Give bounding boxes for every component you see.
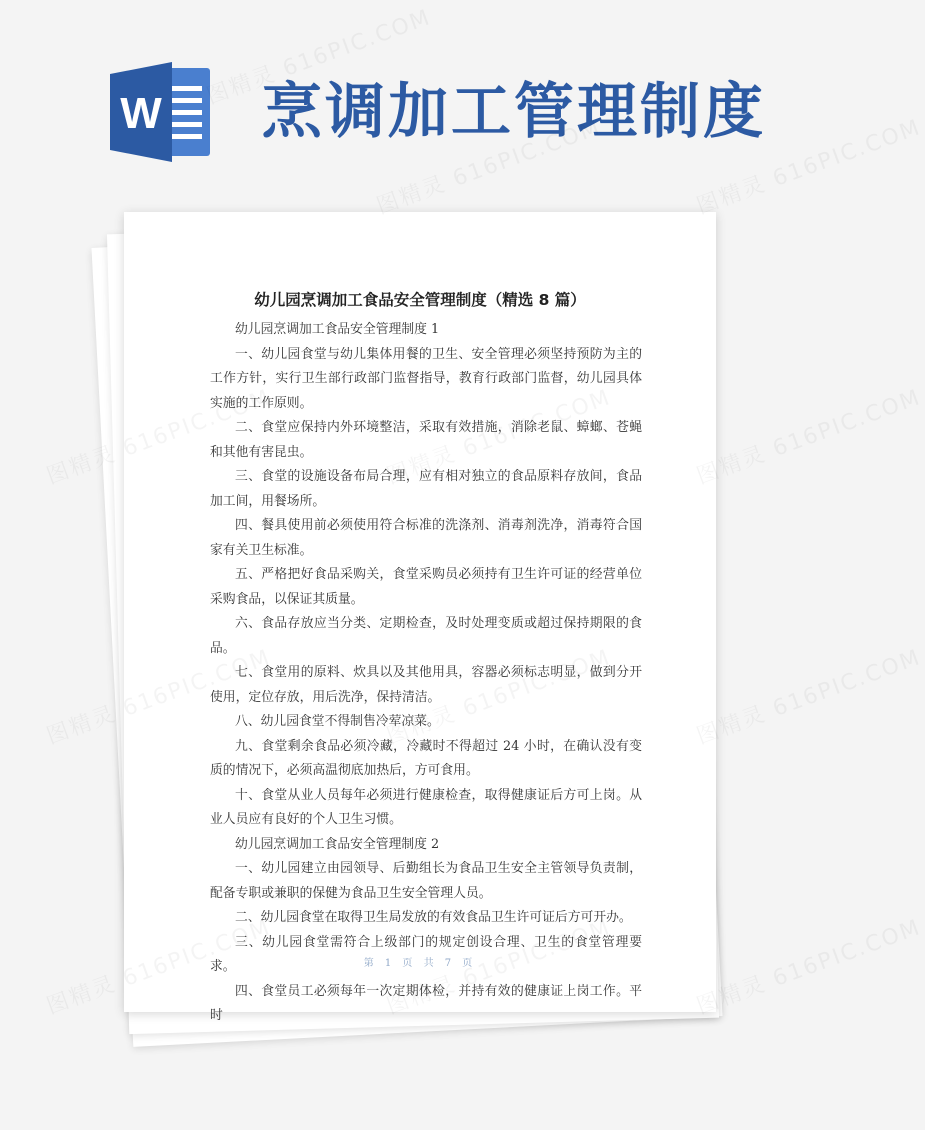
paragraph: 一、幼儿园食堂与幼儿集体用餐的卫生、安全管理必须坚持预防为主的工作方针，实行卫生部行政部门监督指导，教育行政部门监督，幼儿园具体实施的工作原则。	[210, 346, 642, 411]
watermark-text	[692, 640, 925, 750]
document-body	[210, 318, 642, 1029]
paragraph: 三、食堂的设施设备布局合理，应有相对独立的食品原料存放间，食品加工间，用餐场所。	[210, 469, 642, 509]
paragraph: 十、食堂从业人员每年必须进行健康检查，取得健康证后方可上岗。从业人员应有良好的个人卫生习惯。	[210, 787, 642, 827]
document-page	[124, 212, 716, 1023]
page-number: 第 1 页 共 7 页	[363, 958, 477, 969]
paragraph: 二、食堂应保持内外环境整洁，采取有效措施，消除老鼠、蟑螂、苍蝇和其他有害昆虫。	[210, 420, 642, 460]
paragraph: 九、食堂剩余食品必须冷藏，冷藏时不得超过 24 小时，在确认没有变质的情况下，必须高温彻底加热后，方可食用。	[210, 738, 642, 778]
paragraph: 七、食堂用的原料、炊具以及其他用具，容器必须标志明显，做到分开使用，定位存放，用后洗净，保持清洁。	[210, 665, 642, 705]
banner-title: 烹调加工管理制度	[262, 77, 766, 147]
paragraph: 一、幼儿园建立由园领导、后勤组长为食品卫生安全主管领导负责制，配备专职或兼职的保健为食品卫生安全管理人员。	[210, 861, 642, 901]
paragraph: 四、食堂员工必须每年一次定期体检，并持有效的健康证上岗工作。平时	[210, 983, 642, 1023]
paragraph: 六、食品存放应当分类、定期检查，及时处理变质或超过保持期限的食品。	[210, 616, 642, 656]
paragraph: 三、幼儿园食堂需符合上级部门的规定创设合理、卫生的食堂管理要求。	[210, 934, 642, 974]
logo-letter: W	[120, 89, 162, 138]
paragraph: 八、幼儿园食堂不得制售冷荤凉菜。	[235, 714, 440, 729]
paragraph: 幼儿园烹调加工食品安全管理制度 2	[235, 836, 440, 852]
watermark-text	[692, 380, 925, 490]
banner	[0, 0, 800, 200]
paragraph: 幼儿园烹调加工食品安全管理制度 1	[235, 322, 440, 337]
paragraph: 四、餐具使用前必须使用符合标准的洗涤剂、消毒剂洗净，消毒符合国家有关卫生标准。	[210, 518, 642, 558]
word-doc-icon	[110, 62, 214, 162]
document-title: 幼儿园烹调加工食品安全管理制度（精选 8 篇）	[254, 291, 586, 309]
paragraph: 二、幼儿园食堂在取得卫生局发放的有效食品卫生许可证后方可开办。	[235, 910, 632, 925]
paragraph: 五、严格把好食品采购关，食堂采购员必须持有卫生许可证的经营单位采购食品，以保证其质量。	[210, 567, 642, 607]
watermark-text	[692, 910, 925, 1020]
